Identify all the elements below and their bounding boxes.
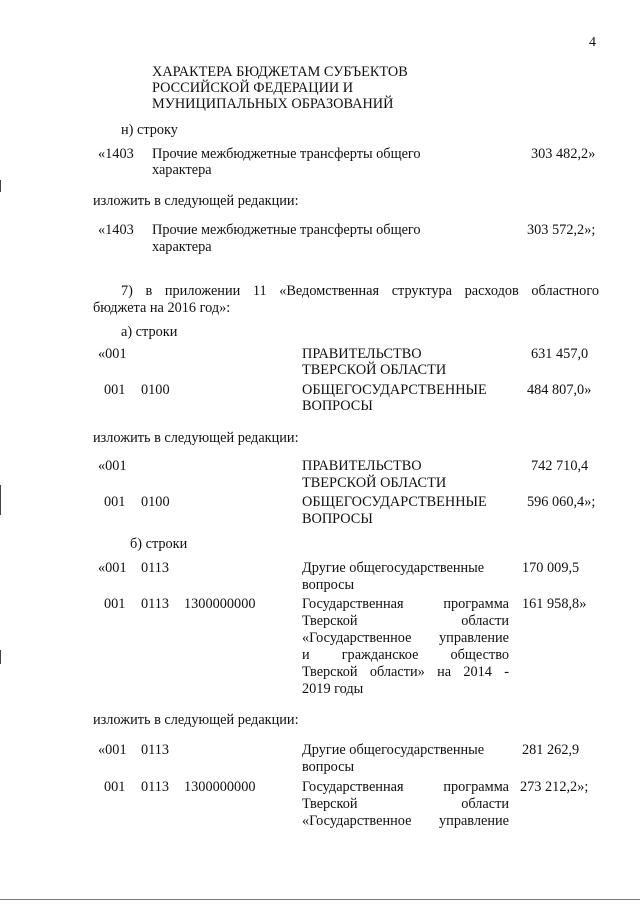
block-b-new-row2-name-line2 bbox=[302, 796, 509, 813]
block-b-new-row2-value: 273 212,2»; bbox=[520, 779, 589, 795]
text-word: области bbox=[461, 613, 509, 629]
text-word: области» bbox=[369, 664, 425, 680]
page-number: 4 bbox=[589, 35, 596, 50]
replace-instruction-3: изложить в следующей редакции: bbox=[93, 712, 299, 728]
row-1403-new-value: 303 572,2»; bbox=[527, 222, 596, 238]
text-word: Государственная bbox=[302, 779, 404, 795]
block-b-new-row1-name-line1: Другие общегосударственные bbox=[302, 742, 485, 758]
heading-line-1: ХАРАКТЕРА БЮДЖЕТАМ СУБЪЕКТОВ bbox=[152, 64, 408, 80]
block-b-old-row1-name-line1: Другие общегосударственные bbox=[302, 560, 485, 576]
paragraph-7-line-2: бюджета на 2016 год»: bbox=[93, 300, 231, 316]
text-word: Тверской bbox=[302, 613, 358, 629]
para7-word: расходов bbox=[464, 283, 519, 299]
paragraph-7-line-1 bbox=[93, 283, 599, 300]
block-b-old-row1-c1: «001 bbox=[98, 560, 127, 576]
block-a-new-row2-name-line2: ВОПРОСЫ bbox=[302, 511, 373, 527]
block-a-new-row2-c2: 0100 bbox=[141, 494, 170, 510]
block-b-new-row2-c3: 1300000000 bbox=[184, 779, 256, 795]
block-a-new-row2-c1: 001 bbox=[104, 494, 126, 510]
text-word: - bbox=[504, 664, 509, 680]
para7-word: в bbox=[145, 283, 153, 299]
block-b-old-row2-name-line6: 2019 годы bbox=[302, 681, 364, 697]
block-b-old-row2-name-line1 bbox=[302, 596, 509, 613]
para7-word: «Ведомственная bbox=[279, 283, 380, 299]
row-1403-new-name-line2: характера bbox=[152, 239, 212, 255]
block-a-old-row1-name-line2: ТВЕРСКОЙ ОБЛАСТИ bbox=[302, 362, 447, 378]
text-word: «Государственное bbox=[302, 813, 412, 829]
para7-word: структура bbox=[391, 283, 453, 299]
text-word: «Государственное bbox=[302, 630, 412, 646]
block-b-old-row2-name-line3 bbox=[302, 630, 509, 647]
text-word: Тверской bbox=[302, 664, 358, 680]
text-word: программа bbox=[443, 779, 509, 795]
text-word: управление bbox=[439, 630, 509, 646]
replace-instruction-2: изложить в следующей редакции: bbox=[93, 430, 299, 446]
block-b-old-row1-name-line2: вопросы bbox=[302, 577, 355, 593]
item-b-label: б) строки bbox=[130, 536, 188, 552]
text-word: 2014 bbox=[463, 664, 492, 680]
para7-word: приложении bbox=[164, 283, 241, 299]
heading-line-3: МУНИЦИПАЛЬНЫХ ОБРАЗОВАНИЙ bbox=[152, 96, 394, 112]
text-word: гражданское bbox=[341, 647, 419, 663]
block-a-new-row2-value: 596 060,4»; bbox=[527, 494, 596, 510]
text-word: и bbox=[302, 647, 310, 663]
scan-edge-mark bbox=[0, 650, 1, 664]
block-a-new-row1-name-line2: ТВЕРСКОЙ ОБЛАСТИ bbox=[302, 475, 447, 491]
row-1403-old-name-line2: характера bbox=[152, 162, 212, 178]
block-b-old-row2-c2: 0113 bbox=[141, 596, 170, 612]
block-b-new-row1-c2: 0113 bbox=[141, 742, 170, 758]
block-b-old-row1-c2: 0113 bbox=[141, 560, 170, 576]
para7-word: 7) bbox=[121, 283, 133, 299]
block-a-new-row2-name-line1: ОБЩЕГОСУДАРСТВЕННЫЕ bbox=[302, 494, 487, 510]
block-a-new-row1-c1: «001 bbox=[98, 458, 127, 474]
block-b-new-row1-c1: «001 bbox=[98, 742, 127, 758]
row-1403-old-code: «1403 bbox=[98, 146, 134, 162]
block-b-old-row2-name-line4 bbox=[302, 647, 509, 664]
text-word: Государственная bbox=[302, 596, 404, 612]
block-a-old-row2-name-line2: ВОПРОСЫ bbox=[302, 398, 373, 414]
block-a-new-row1-name-line1: ПРАВИТЕЛЬСТВО bbox=[302, 458, 422, 474]
block-a-old-row1-value: 631 457,0 bbox=[531, 346, 589, 362]
heading-line-2: РОССИЙСКОЙ ФЕДЕРАЦИИ И bbox=[152, 80, 354, 96]
block-a-old-row2-value: 484 807,0» bbox=[527, 382, 592, 398]
block-b-old-row1-value: 170 009,5 bbox=[522, 560, 580, 576]
para7-word: 11 bbox=[252, 283, 267, 299]
block-b-new-row1-name-line2: вопросы bbox=[302, 759, 355, 775]
text-word: управление bbox=[439, 813, 509, 829]
block-b-new-row2-name-line3 bbox=[302, 813, 509, 830]
para7-word: областного bbox=[531, 283, 599, 299]
block-b-old-row2-c3: 1300000000 bbox=[184, 596, 256, 612]
row-1403-new-code: «1403 bbox=[98, 222, 134, 238]
text-word: Тверской bbox=[302, 796, 358, 812]
block-b-old-row2-name-line2 bbox=[302, 613, 509, 630]
scan-edge-mark bbox=[0, 485, 1, 515]
block-b-new-row1-value: 281 262,9 bbox=[522, 742, 580, 758]
scan-edge-mark bbox=[0, 180, 1, 192]
item-n-label: н) строку bbox=[121, 122, 178, 138]
block-b-old-row2-value: 161 958,8» bbox=[522, 596, 587, 612]
row-1403-old-value: 303 482,2» bbox=[531, 146, 596, 162]
text-word: общество bbox=[450, 647, 509, 663]
scan-bottom-edge bbox=[0, 899, 640, 900]
block-a-new-row1-value: 742 710,4 bbox=[531, 458, 589, 474]
row-1403-new-name-line1: Прочие межбюджетные трансферты общего bbox=[152, 222, 421, 238]
text-word: программа bbox=[443, 596, 509, 612]
block-b-new-row2-c1: 001 bbox=[104, 779, 126, 795]
text-word: на bbox=[437, 664, 452, 680]
block-a-old-row2-name-line1: ОБЩЕГОСУДАРСТВЕННЫЕ bbox=[302, 382, 487, 398]
text-word: области bbox=[461, 796, 509, 812]
block-a-old-row2-c2: 0100 bbox=[141, 382, 170, 398]
block-a-old-row2-c1: 001 bbox=[104, 382, 126, 398]
block-b-new-row2-c2: 0113 bbox=[141, 779, 170, 795]
block-b-old-row2-name-line5 bbox=[302, 664, 509, 681]
block-a-old-row1-c1: «001 bbox=[98, 346, 127, 362]
replace-instruction-1: изложить в следующей редакции: bbox=[93, 193, 299, 209]
block-a-old-row1-name-line1: ПРАВИТЕЛЬСТВО bbox=[302, 346, 422, 362]
item-a-label: а) строки bbox=[121, 324, 178, 340]
row-1403-old-name-line1: Прочие межбюджетные трансферты общего bbox=[152, 146, 421, 162]
block-b-new-row2-name-line1 bbox=[302, 779, 509, 796]
block-b-old-row2-c1: 001 bbox=[104, 596, 126, 612]
